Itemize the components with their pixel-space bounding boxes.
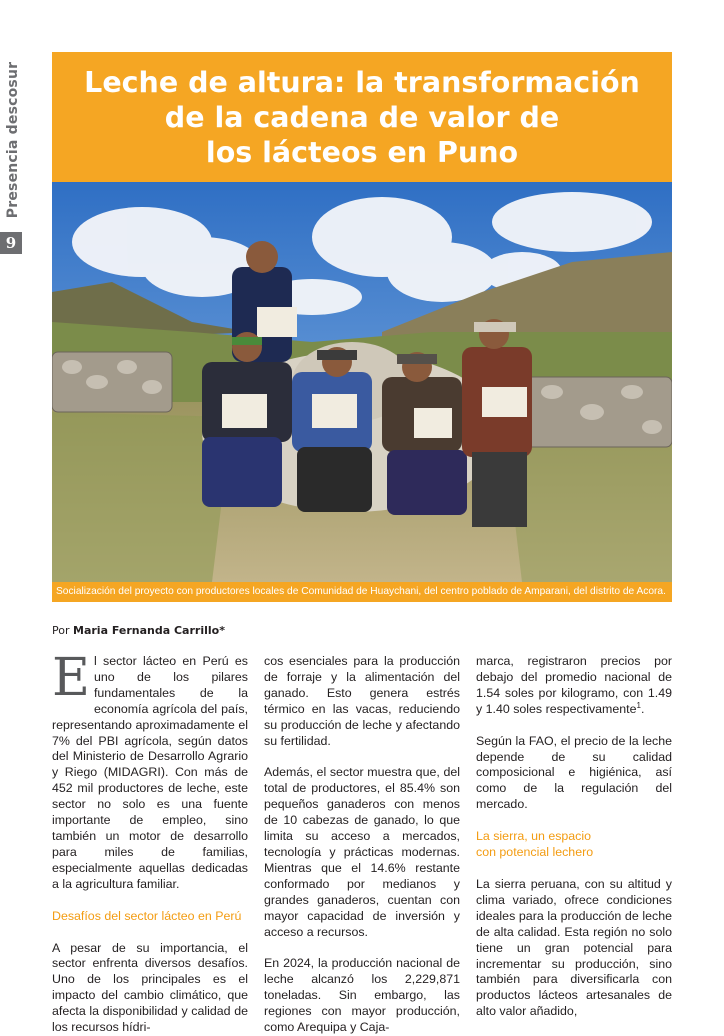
paragraph: Según la FAO, el precio de la leche depende de su calidad composicional e higiénica, así como de la regulación del mercado. bbox=[476, 733, 672, 812]
title-line-3: los lácteos en Puno bbox=[205, 135, 519, 169]
intro-text: l sector lácteo en Perú es uno de los pilares fundamentales de la economía agrícola del país, representando aproximadamente el 7% del PBI agrícola, según datos del Ministerio de Desarrollo Agrario y Riego (MIDAGRI). Con más de 452 mil productores de leche, este sector no solo es una fuente importante de empleo, sino también un motor de desarrollo para miles de familias, especialmente aquellas dedicadas a la agricultura familiar. bbox=[52, 654, 248, 891]
section-label-text: Presencia descosur bbox=[5, 61, 22, 219]
paragraph: La sierra peruana, con su altitud y clima variado, ofrece condiciones ideales para la producción de leche de alta calidad. Esta región no solo tiene un gran potencial para incrementar su producción, sino también para diversificarla con productos lácteos artesanales de alto valor añadido, bbox=[476, 876, 672, 1019]
paragraph: En 2024, la producción nacional de leche alcanzó los 2,229,871 toneladas. Sin embargo, las regiones con mayor producción, como Arequipa y Caja- bbox=[264, 956, 460, 1035]
article-title bbox=[84, 65, 640, 170]
drop-cap: E bbox=[52, 648, 90, 708]
page-number: 9 bbox=[0, 232, 22, 254]
article-column-1 bbox=[52, 648, 248, 1036]
paragraph: A pesar de su importancia, el sector enfrenta diversos desafíos. Uno de los principales es el impacto del cambio climático, que afecta la disponibilidad y calidad de los recursos hídri- bbox=[52, 940, 248, 1035]
paragraph-text: marca, registraron precios por debajo del promedio nacional de 1.54 soles por kilogramo, con 1.49 y 1.40 soles respectivamente bbox=[476, 654, 672, 716]
footnote-ref[interactable]: 1 bbox=[636, 700, 641, 710]
title-line-2: de la cadena de valor de bbox=[164, 100, 560, 134]
article-column-2 bbox=[264, 654, 460, 1036]
subheading-desafios: Desafíos del sector lácteo en Perú bbox=[52, 908, 242, 923]
byline bbox=[52, 624, 225, 637]
paragraph bbox=[476, 654, 672, 718]
subheading-line-2: con potencial lechero bbox=[476, 845, 594, 860]
article-photo bbox=[52, 182, 672, 582]
title-banner bbox=[52, 52, 672, 182]
byline-author: Maria Fernanda Carrillo* bbox=[73, 624, 225, 637]
byline-prefix: Por bbox=[52, 624, 70, 637]
intro-paragraph bbox=[52, 648, 248, 893]
paragraph-end: . bbox=[640, 701, 645, 716]
paragraph: Además, el sector muestra que, del total de productores, el 85.4% son pequeños ganaderos con menos de 10 cabezas de ganado, lo que limita su acceso a mercados, tecnología y prácticas modernas. Mientras que el 14.6% restante conformado por medianos y grandes ganaderos, cuentan con mayor capacidad de inversión y acceso a recursos. bbox=[264, 765, 460, 939]
article-column-3 bbox=[476, 654, 672, 1020]
subheading-sierra bbox=[476, 829, 672, 861]
title-line-1: Leche de altura: la transformación bbox=[84, 65, 640, 99]
photo-caption: Socialización del proyecto con productores locales de Comunidad de Huaychani, del centro poblado de Amparani, del distrito de Acora. bbox=[52, 582, 672, 602]
subheading-line-1: La sierra, un espacio bbox=[476, 829, 592, 844]
section-label bbox=[2, 60, 24, 220]
paragraph: cos esenciales para la producción de forraje y la alimentación del ganado. Esto genera estrés térmico en las vacas, reduciendo su producción de leche y afectando su fertilidad. bbox=[264, 654, 460, 748]
